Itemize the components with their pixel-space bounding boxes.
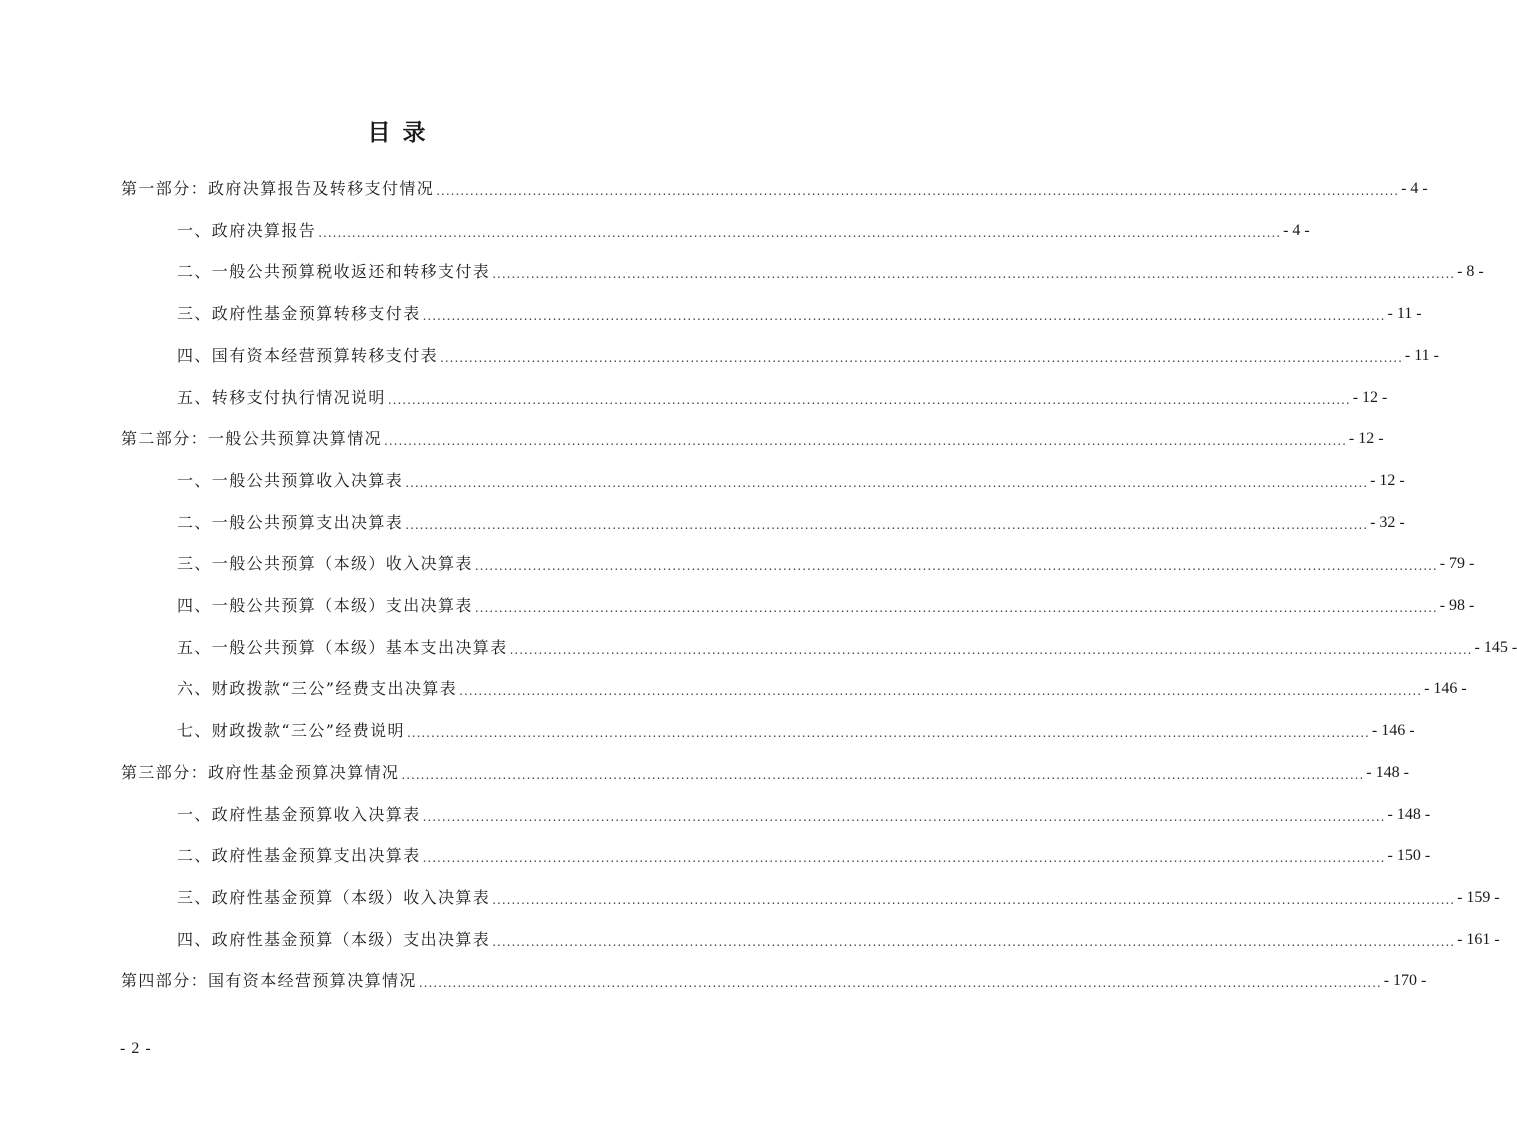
toc-leader-dots: ........................................................................................................................................................................................................ [459,684,1423,699]
toc-leader-dots: ........................................................................................................................................................................................................ [422,851,1386,866]
toc-entry-label: 五、一般公共预算（本级）基本支出决算表 [177,637,508,657]
toc-entry[interactable] [177,923,1500,951]
toc-entry[interactable] [177,839,1431,867]
toc-entry[interactable] [177,714,1415,742]
toc-entry[interactable] [177,881,1500,909]
toc-entry[interactable] [177,464,1405,492]
toc-entry-page: - 145 - [1474,638,1517,656]
toc-leader-dots: ........................................................................................................................................................................................................ [422,309,1386,324]
toc-entry-page: - 146 - [1424,680,1467,698]
toc-entry-label: 七、财政拨款“三公”经费说明 [177,721,405,741]
toc-leader-dots: ........................................................................................................................................................................................................ [387,392,1351,407]
toc-entry[interactable] [177,381,1388,409]
toc-entry-page: - 11 - [1387,305,1422,323]
toc-leader-dots: ........................................................................................................................................................................................................ [405,475,1369,490]
toc-entry-label: 四、政府性基金预算（本级）支出决算表 [177,929,491,949]
toc-entry[interactable] [177,672,1467,700]
page-title: 目录 [367,119,438,146]
toc-leader-dots: ........................................................................................................................................................................................................ [436,184,1400,198]
toc-entry-label: 第一部分：政府决算报告及转移支付情况 [121,179,435,198]
toc-entry-label: 一、政府决算报告 [177,220,317,240]
toc-entry-label: 第三部分：政府性基金预算决算情况 [121,762,400,782]
toc-entry-page: - 4 - [1283,221,1310,239]
toc-entry-page: - 170 - [1383,972,1427,990]
toc-leader-dots: ........................................................................................................................................................................................................ [384,434,1347,449]
toc-entry-label: 四、国有资本经营预算转移支付表 [177,345,439,365]
toc-entry[interactable] [121,422,1384,450]
toc-entry[interactable] [177,214,1310,242]
toc-entry-label: 二、一般公共预算支出决算表 [177,512,404,532]
toc-entry-page: - 148 - [1387,805,1431,823]
toc-entry-page: - 11 - [1404,346,1439,364]
toc-entry-label: 六、财政拨款“三公”经费支出决算表 [177,679,458,699]
toc-entry[interactable] [177,798,1431,826]
toc-entry[interactable] [177,255,1484,283]
toc-entry[interactable] [177,339,1439,367]
toc-entry[interactable] [177,547,1475,575]
toc-entry-page: - 4 - [1401,180,1428,197]
toc-leader-dots: ........................................................................................................................................................................................................ [318,225,1282,240]
toc-entry-label: 第四部分：国有资本经营预算决算情况 [121,971,417,991]
toc-entry[interactable] [177,506,1405,534]
toc-entry-page: - 159 - [1457,888,1500,906]
toc-entry-page: - 12 - [1352,388,1388,406]
toc-entry[interactable] [121,964,1427,992]
toc-leader-dots: ........................................................................................................................................................................................................ [492,934,1456,949]
toc-entry[interactable] [177,631,1517,659]
toc-entry-page: - 8 - [1457,263,1484,281]
toc-leader-dots: ........................................................................................................................................................................................................ [474,559,1438,574]
toc-leader-dots: ........................................................................................................................................................................................................ [509,642,1473,657]
toc-entry-page: - 12 - [1370,471,1405,489]
toc-leader-dots: ........................................................................................................................................................................................................ [422,809,1386,824]
toc-leader-dots: ........................................................................................................................................................................................................ [492,267,1456,282]
toc-entry[interactable] [177,589,1475,617]
toc-leader-dots: ........................................................................................................................................................................................................ [440,350,1403,365]
toc-leader-dots: ........................................................................................................................................................................................................ [418,976,1382,991]
toc-entry-label: 四、一般公共预算（本级）支出决算表 [177,596,473,615]
page-number: - 2 - [120,1040,152,1057]
toc-entry-label: 二、政府性基金预算支出决算表 [177,846,421,866]
toc-entry[interactable] [121,172,1428,200]
toc-entry-label: 三、政府性基金预算转移支付表 [177,304,421,324]
toc-entry-label: 五、转移支付执行情况说明 [177,387,386,407]
toc-entry-label: 二、一般公共预算税收返还和转移支付表 [177,262,491,282]
toc-leader-dots: ........................................................................................................................................................................................................ [406,726,1370,741]
toc-leader-dots: ........................................................................................................................................................................................................ [474,601,1438,615]
toc-leader-dots: ........................................................................................................................................................................................................ [492,892,1456,907]
toc-entry[interactable] [177,297,1422,325]
toc-entry-page: - 12 - [1348,430,1384,448]
toc-entry-label: 三、政府性基金预算（本级）收入决算表 [177,887,491,907]
toc-entry-page: - 148 - [1366,763,1409,781]
toc-entry-page: - 98 - [1439,597,1475,614]
toc-entry-page: - 150 - [1387,847,1431,865]
toc-entry-page: - 32 - [1370,513,1405,531]
toc-entry-label: 一、政府性基金预算收入决算表 [177,804,421,824]
toc-entry-label: 一、一般公共预算收入决算表 [177,470,404,490]
toc-entry-page: - 161 - [1457,930,1500,948]
toc-entry-page: - 79 - [1439,555,1475,573]
toc-entry-label: 三、一般公共预算（本级）收入决算表 [177,554,473,574]
toc-entry-label: 第二部分：一般公共预算决算情况 [121,429,383,449]
toc-entry[interactable] [121,756,1409,784]
toc-entry-page: - 146 - [1371,722,1415,740]
toc-leader-dots: ........................................................................................................................................................................................................ [401,767,1365,782]
toc-leader-dots: ........................................................................................................................................................................................................ [405,517,1369,532]
